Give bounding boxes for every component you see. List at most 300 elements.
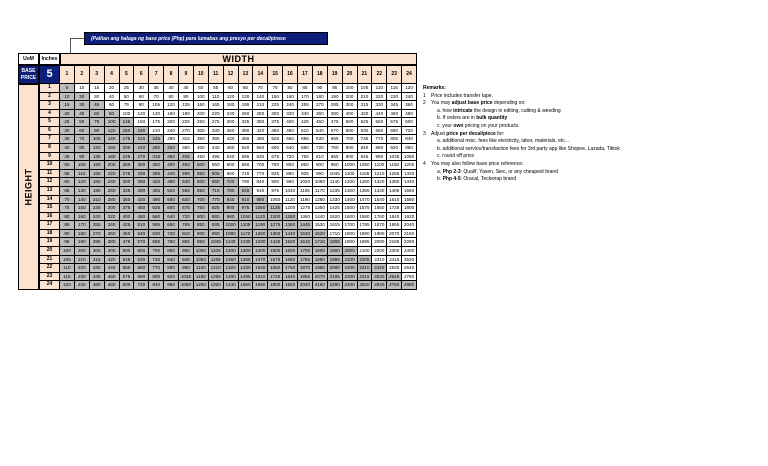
price-cell: 1700 [343, 221, 358, 230]
price-cell: 950 [328, 161, 343, 170]
price-cell: 360 [179, 144, 194, 153]
price-cell: 1680 [253, 281, 268, 290]
price-cell: 480 [402, 110, 417, 119]
price-cell: 1235 [328, 187, 343, 196]
price-cell: 2090 [328, 264, 343, 273]
price-cell: 420 [224, 135, 239, 144]
price-cell: 1200 [343, 178, 358, 187]
price-cell: 960 [224, 213, 239, 222]
price-cell: 780 [224, 187, 239, 196]
price-cell: 360 [313, 110, 328, 119]
price-cell: 360 [134, 178, 149, 187]
price-cell: 880 [283, 170, 298, 179]
price-cell: 180 [105, 153, 120, 162]
width-header-cell: 9 [179, 65, 194, 84]
price-cell: 880 [209, 213, 224, 222]
price-cell: 560 [164, 196, 179, 205]
price-cell: 760 [164, 238, 179, 247]
price-cell: 1980 [372, 230, 387, 239]
price-cell: 2280 [402, 238, 417, 247]
price-cell: 120 [402, 84, 417, 93]
price-cell: 360 [164, 153, 179, 162]
width-header-cell: 6 [134, 65, 149, 84]
width-header-cell: 15 [268, 65, 283, 84]
price-cell: 285 [328, 101, 343, 110]
price-cell: 990 [372, 153, 387, 162]
price-cell: 60 [75, 127, 90, 136]
price-cell: 440 [105, 264, 120, 273]
price-cell: 200 [194, 110, 209, 119]
width-header-cell: 13 [239, 65, 254, 84]
price-cell: 1200 [268, 213, 283, 222]
price-cell: 600 [402, 118, 417, 127]
remark-bold-text: intricate [453, 107, 473, 114]
width-header-cell: 21 [358, 65, 373, 84]
price-cell: 1140 [224, 238, 239, 247]
width-header-cell: 5 [120, 65, 135, 84]
price-cell: 20 [75, 93, 90, 102]
price-cell: 260 [239, 110, 254, 119]
price-cell: 115 [387, 84, 402, 93]
price-cell: 1495 [239, 273, 254, 282]
price-cell: 750 [268, 161, 283, 170]
price-cell: 600 [343, 127, 358, 136]
price-cell: 1725 [387, 204, 402, 213]
price-cell: 40 [60, 144, 75, 153]
price-cell: 520 [164, 187, 179, 196]
price-cell: 1080 [179, 281, 194, 290]
price-cell: 85 [298, 84, 313, 93]
price-cell: 1955 [387, 221, 402, 230]
price-cell: 1700 [298, 247, 313, 256]
inches-header: Inches [39, 53, 60, 65]
price-cell: 1680 [402, 196, 417, 205]
remark-text: pricing on your products. [463, 122, 520, 129]
price-cell: 585 [239, 153, 254, 162]
remark-text: You may [431, 100, 452, 107]
price-cell: 400 [105, 247, 120, 256]
price-cell: 280 [253, 110, 268, 119]
price-cell: 170 [298, 93, 313, 102]
price-cell: 1320 [372, 178, 387, 187]
price-cell: 1785 [358, 221, 373, 230]
height-row-label: 6 [39, 127, 60, 136]
price-cell: 190 [328, 93, 343, 102]
width-header-cell: 17 [298, 65, 313, 84]
price-cell: 180 [90, 178, 105, 187]
price-cell: 750 [194, 204, 209, 213]
price-cell: 30 [75, 101, 90, 110]
price-cell: 840 [358, 144, 373, 153]
price-cell: 2280 [328, 281, 343, 290]
remark-number: 1 [423, 92, 426, 99]
price-cell: 490 [149, 196, 164, 205]
price-cell: 20 [60, 110, 75, 119]
price-cell: 1150 [387, 161, 402, 170]
price-cell: 1100 [343, 170, 358, 179]
price-cell: 60 [60, 178, 75, 187]
price-cell: 1890 [313, 256, 328, 265]
price-cell: 75 [268, 84, 283, 93]
price-cell: 855 [328, 153, 343, 162]
width-header-cell: 18 [313, 65, 328, 84]
price-cell: 270 [90, 230, 105, 239]
price-cell: 1430 [239, 264, 254, 273]
remark-subitem [423, 138, 763, 146]
price-cell: 570 [328, 127, 343, 136]
price-cell: 360 [224, 127, 239, 136]
price-cell: 630 [313, 135, 328, 144]
price-cell: 700 [194, 196, 209, 205]
price-cell: 1020 [298, 178, 313, 187]
height-row-label: 4 [39, 110, 60, 119]
price-cell: 100 [194, 93, 209, 102]
height-row-label: 18 [39, 230, 60, 239]
remark-subitem [423, 108, 763, 116]
price-cell: 40 [105, 93, 120, 102]
price-cell: 450 [134, 204, 149, 213]
price-cell: 480 [283, 127, 298, 136]
height-row-label: 9 [39, 153, 60, 162]
price-cell: 805 [149, 273, 164, 282]
price-cell: 130 [75, 187, 90, 196]
price-cell: 150 [268, 93, 283, 102]
price-cell: 2520 [402, 256, 417, 265]
price-cell: 1035 [387, 153, 402, 162]
remark-subitem [423, 176, 763, 184]
price-cell: 230 [75, 273, 90, 282]
price-cell: 2300 [343, 273, 358, 282]
price-cell: 980 [253, 196, 268, 205]
price-cell: 1275 [298, 204, 313, 213]
price-cell: 400 [343, 110, 358, 119]
price-cell: 975 [268, 187, 283, 196]
price-cell: 1260 [358, 178, 373, 187]
price-cell: 110 [60, 264, 75, 273]
price-cell: 1800 [402, 204, 417, 213]
price-cell: 220 [105, 170, 120, 179]
price-cell: 360 [90, 281, 105, 290]
price-cell: 240 [164, 127, 179, 136]
price-cell: 2205 [358, 256, 373, 265]
price-cell: 525 [358, 118, 373, 127]
price-cell: 1785 [298, 256, 313, 265]
price-cell: 650 [194, 187, 209, 196]
price-cell: 1050 [358, 161, 373, 170]
price-cell: 540 [179, 178, 194, 187]
price-cell: 910 [253, 187, 268, 196]
price-cell: 1470 [358, 196, 373, 205]
price-cell: 280 [105, 196, 120, 205]
price-cell: 320 [283, 110, 298, 119]
price-cell: 105 [358, 84, 373, 93]
remark-bold-text: own [453, 122, 464, 129]
width-header-cell: 20 [343, 65, 358, 84]
price-cell: 960 [283, 178, 298, 187]
price-cell: 1155 [209, 256, 224, 265]
price-cell: 990 [313, 170, 328, 179]
price-cell: 210 [358, 93, 373, 102]
price-cell: 160 [105, 144, 120, 153]
price-cell: 500 [120, 247, 135, 256]
price-cell: 60 [134, 93, 149, 102]
price-cell: 1400 [253, 247, 268, 256]
price-cell: 1530 [298, 230, 313, 239]
price-cell: 1425 [268, 238, 283, 247]
price-cell: 825 [209, 204, 224, 213]
price-cell: 1805 [328, 238, 343, 247]
price-cell: 45 [179, 84, 194, 93]
price-cell: 2200 [372, 247, 387, 256]
price-cell: 1035 [179, 273, 194, 282]
price-cell: 240 [134, 144, 149, 153]
price-cell: 100 [60, 247, 75, 256]
price-cell: 1350 [268, 230, 283, 239]
price-cell: 50 [60, 161, 75, 170]
price-cell: 760 [328, 144, 343, 153]
price-cell: 1800 [343, 230, 358, 239]
price-cell: 550 [209, 161, 224, 170]
width-header-cell: 2 [75, 65, 90, 84]
price-cell: 715 [209, 187, 224, 196]
price-cell: 2160 [313, 281, 328, 290]
price-cell: 340 [298, 110, 313, 119]
price-cell: 150 [120, 127, 135, 136]
price-cell: 110 [372, 84, 387, 93]
remark-bold-text: Php 2-3 [442, 168, 461, 175]
price-cell: 325 [239, 118, 254, 127]
height-row-label: 16 [39, 213, 60, 222]
price-cell: 675 [268, 153, 283, 162]
price-cell: 130 [239, 93, 254, 102]
price-cell: 2645 [387, 273, 402, 282]
remark-text: a. [437, 168, 443, 175]
price-cell: 330 [134, 170, 149, 179]
price-cell: 1470 [253, 256, 268, 265]
price-cell: 315 [358, 101, 373, 110]
price-cell: 675 [179, 204, 194, 213]
remark-text: You may also follow base price reference: [431, 160, 524, 167]
price-cell: 1530 [313, 221, 328, 230]
width-title: WIDTH [60, 53, 417, 65]
price-cell: 525 [120, 256, 135, 265]
price-cell: 1760 [372, 213, 387, 222]
price-cell: 1265 [209, 273, 224, 282]
price-cell: 75 [120, 101, 135, 110]
price-cell: 90 [90, 127, 105, 136]
price-cell: 765 [179, 221, 194, 230]
price-cell: 70 [149, 93, 164, 102]
price-cell: 800 [164, 247, 179, 256]
price-cell: 850 [194, 221, 209, 230]
price-cell: 180 [134, 127, 149, 136]
remark-text: c. your [437, 122, 454, 129]
price-cell: 350 [149, 161, 164, 170]
price-cell: 240 [90, 213, 105, 222]
height-row-label: 2 [39, 93, 60, 102]
price-cell: 220 [75, 264, 90, 273]
price-cell: 120 [224, 93, 239, 102]
price-cell: 35 [149, 84, 164, 93]
price-cell: 195 [90, 187, 105, 196]
price-cell: 660 [209, 178, 224, 187]
price-cell: 550 [372, 118, 387, 127]
price-cell: 330 [372, 101, 387, 110]
price-cell: 200 [75, 247, 90, 256]
price-cell: 80 [60, 213, 75, 222]
remark-bold-text: bulk quantity [476, 115, 508, 122]
price-cell: 300 [90, 247, 105, 256]
price-cell: 450 [268, 127, 283, 136]
price-cell: 180 [313, 93, 328, 102]
price-cell: 490 [253, 135, 268, 144]
price-cell: 560 [253, 144, 268, 153]
remark-item [423, 100, 763, 108]
price-cell: 270 [134, 153, 149, 162]
price-cell: 300 [105, 204, 120, 213]
height-row-label: 7 [39, 135, 60, 144]
price-cell: 810 [179, 230, 194, 239]
price-cell: 1425 [328, 204, 343, 213]
price-cell: 1650 [268, 264, 283, 273]
price-cell: 1680 [283, 256, 298, 265]
price-cell: 2300 [387, 247, 402, 256]
price-cell: 880 [372, 144, 387, 153]
price-cell: 1710 [328, 230, 343, 239]
height-row-label: 17 [39, 221, 60, 230]
price-cell: 585 [179, 187, 194, 196]
remark-text: : Oracal, Teckwrap brand [460, 176, 517, 183]
price-cell: 460 [387, 110, 402, 119]
price-cell: 1045 [328, 170, 343, 179]
price-cell: 1040 [239, 213, 254, 222]
price-cell: 1575 [268, 256, 283, 265]
price-cell: 1140 [328, 178, 343, 187]
price-cell: 2420 [372, 264, 387, 273]
price-cell: 55 [209, 84, 224, 93]
remark-subitem [423, 115, 763, 123]
price-cell: 245 [149, 135, 164, 144]
price-cell: 165 [209, 101, 224, 110]
price-cell: 680 [164, 221, 179, 230]
price-cell: 400 [283, 118, 298, 127]
price-cell: 805 [387, 135, 402, 144]
price-cell: 30 [134, 84, 149, 93]
price-cell: 140 [75, 196, 90, 205]
price-cell: 1080 [224, 230, 239, 239]
price-cell: 460 [105, 273, 120, 282]
price-cell: 390 [239, 127, 254, 136]
price-cell: 1000 [194, 247, 209, 256]
price-cell: 1995 [328, 256, 343, 265]
price-cell: 105 [149, 101, 164, 110]
price-cell: 715 [239, 170, 254, 179]
price-cell: 605 [209, 170, 224, 179]
price-cell: 640 [283, 144, 298, 153]
price-cell: 250 [120, 161, 135, 170]
price-cell: 385 [149, 170, 164, 179]
price-cell: 50 [120, 93, 135, 102]
price-cell: 95 [328, 84, 343, 93]
price-cell: 720 [283, 153, 298, 162]
remark-subitem [423, 146, 763, 154]
price-cell: 300 [343, 101, 358, 110]
price-cell: 275 [209, 118, 224, 127]
price-cell: 300 [224, 118, 239, 127]
price-cell: 110 [75, 170, 90, 179]
price-cell: 2760 [387, 281, 402, 290]
price-cell: 770 [253, 170, 268, 179]
remark-number: 2 [423, 100, 426, 107]
price-cell: 1150 [194, 273, 209, 282]
price-cell: 1100 [209, 247, 224, 256]
price-cell: 500 [343, 118, 358, 127]
price-cell: 225 [268, 101, 283, 110]
price-cell: 540 [313, 127, 328, 136]
price-cell: 165 [90, 170, 105, 179]
price-cell: 75 [90, 118, 105, 127]
height-row-label: 1 [39, 84, 60, 93]
price-cell: 2185 [387, 238, 402, 247]
price-cell: 840 [253, 178, 268, 187]
price-cell: 1235 [239, 238, 254, 247]
remarks-list [423, 93, 763, 184]
price-cell: 150 [75, 204, 90, 213]
price-cell: 1020 [224, 221, 239, 230]
price-cell: 1495 [387, 187, 402, 196]
price-cell: 315 [179, 135, 194, 144]
price-cell: 1560 [402, 187, 417, 196]
price-cell: 2760 [402, 273, 417, 282]
price-cell: 600 [164, 204, 179, 213]
price-cell: 1200 [194, 281, 209, 290]
price-cell: 125 [120, 118, 135, 127]
price-cell: 800 [194, 213, 209, 222]
price-cell: 630 [149, 230, 164, 239]
price-cell: 90 [60, 230, 75, 239]
price-cell: 600 [268, 144, 283, 153]
price-cell: 1320 [209, 281, 224, 290]
price-cell: 55 [60, 170, 75, 179]
price-cell: 1380 [224, 273, 239, 282]
price-cell: 595 [298, 135, 313, 144]
price-cell: 100 [120, 110, 135, 119]
price-cell: 325 [120, 187, 135, 196]
base-price-input[interactable]: 5 [39, 65, 60, 84]
price-cell: 1105 [298, 187, 313, 196]
price-cell: 1120 [253, 213, 268, 222]
price-cell: 480 [134, 213, 149, 222]
price-cell: 1190 [253, 221, 268, 230]
price-cell: 800 [283, 161, 298, 170]
price-cell: 80 [105, 110, 120, 119]
price-cell: 900 [268, 178, 283, 187]
price-cell: 2070 [313, 273, 328, 282]
price-cell: 35 [60, 135, 75, 144]
price-cell: 1900 [343, 238, 358, 247]
price-cell: 720 [402, 127, 417, 136]
price-cell: 5 [60, 84, 75, 93]
price-cell: 1360 [298, 213, 313, 222]
price-cell: 405 [179, 153, 194, 162]
price-cell: 845 [239, 187, 254, 196]
price-cell: 1365 [358, 187, 373, 196]
price-cell: 2530 [372, 273, 387, 282]
remark-subitem [423, 123, 763, 131]
price-cell: 1170 [313, 187, 328, 196]
price-cell: 1170 [239, 230, 254, 239]
height-title-text: HEIGHT [23, 168, 34, 206]
